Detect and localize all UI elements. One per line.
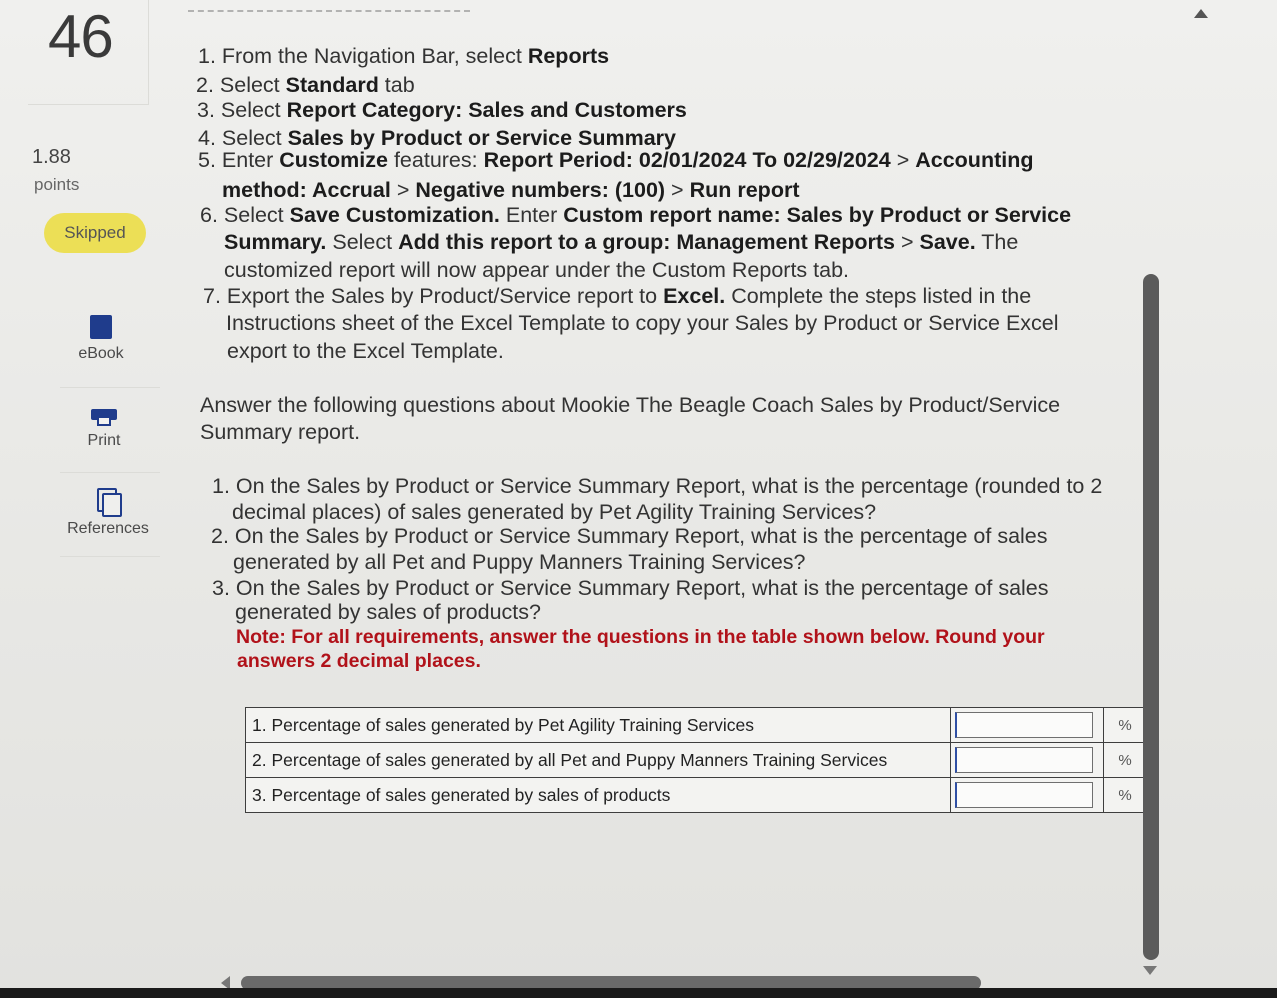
question-line: 2. On the Sales by Product or Service Summary Report, what is the percentage of sales [211,524,1048,548]
ebook-label: eBook [78,345,124,362]
question-line: 3. On the Sales by Product or Service Summary Report, what is the percentage of sales [212,576,1049,600]
rail-divider [60,387,160,388]
step-line: 1. From the Navigation Bar, select Reports [198,44,610,68]
step-line: 3. Select Report Category: Sales and Customers [197,98,687,122]
table-row [246,743,1147,778]
scroll-down-arrow-icon[interactable] [1143,966,1157,975]
bold-term: Reports [527,44,610,68]
answer-table [245,707,1147,813]
bold-term: Custom report name: Sales by Product or Service [563,203,1072,227]
points-label: points [34,175,80,194]
row-label: 1. Percentage of sales generated by Pet Agility Training Services [246,708,951,743]
question-number: 46 [48,3,113,70]
references-button[interactable] [62,488,154,538]
vertical-scrollbar-thumb[interactable] [1143,274,1159,960]
bold-term: Negative numbers: (100) [415,178,666,202]
bold-term: Accounting [915,148,1034,172]
bold-term: method: Accrual [222,178,391,202]
table-row [246,778,1147,813]
bold-term: Save Customization. [289,203,500,227]
printer-icon [91,404,117,426]
step-line: 2. Select Standard tab [196,73,415,97]
percent-unit: % [1104,743,1147,778]
step-line: method: Accrual > Negative numbers: (100) > Run report [222,178,800,202]
step-line: export to the Excel Template. [227,339,504,363]
bold-term: Sales by Product or Service Summary [287,126,677,150]
step-line: 6. Select Save Customization. Enter Custom report name: Sales by Product or Service [200,203,1072,227]
document-copy-icon [97,488,119,514]
answer-input-1[interactable] [955,712,1093,738]
percent-unit: % [1104,778,1147,813]
scroll-up-arrow-icon[interactable] [1194,9,1208,18]
step-line: 4. Select Sales by Product or Service Summary [198,126,677,150]
question-line: 1. On the Sales by Product or Service Summary Report, what is the percentage (rounded to 2 [212,474,1103,498]
rail-divider [60,556,160,557]
bold-term: Standard [285,73,379,97]
status-badge: Skipped [44,213,146,253]
step-line: Summary. Select Add this report to a group: Management Reports > Save. The [224,230,1019,254]
screen-bezel [0,988,1277,998]
note-text: answers 2 decimal places. [237,650,481,672]
row-label: 2. Percentage of sales generated by all Pet and Puppy Manners Training Services [246,743,951,778]
table-row [246,708,1147,743]
step-line: 5. Enter Customize features: Report Period: 02/01/2024 To 02/29/2024 > Accounting [198,148,1034,172]
step-line: customized report will now appear under the Custom Reports tab. [224,258,850,282]
step-line: Instructions sheet of the Excel Template to copy your Sales by Product or Service Excel [226,311,1059,335]
step-line: 7. Export the Sales by Product/Service report to Excel. Complete the steps listed in the [203,284,1032,308]
percent-unit: % [1104,708,1147,743]
answer-input-2[interactable] [955,747,1093,773]
rail-divider [60,472,160,473]
bold-term: Run report [689,178,800,202]
question-line: decimal places) of sales generated by Pet Agility Training Services? [232,500,877,524]
intro-text: Answer the following questions about Mookie The Beagle Coach Sales by Product/Service [200,393,1061,417]
book-icon [90,315,112,339]
row-label: 3. Percentage of sales generated by sales of products [246,778,951,813]
ebook-button[interactable] [72,315,130,363]
print-label: Print [87,432,121,449]
question-line: generated by sales of products? [235,600,541,624]
points-value: 1.88 [32,146,71,168]
bold-term: Save. [919,230,976,254]
print-button[interactable] [78,404,130,450]
bold-term: Add this report to a group: Management Reports [398,230,895,254]
bold-term: Excel. [663,284,726,308]
bold-term: Report Period: 02/01/2024 To 02/29/2024 [483,148,891,172]
intro-text: Summary report. [200,420,361,444]
bold-term: Report Category: Sales and Customers [286,98,687,122]
bold-term: Customize [279,148,388,172]
question-line: generated by all Pet and Puppy Manners Training Services? [233,550,806,574]
references-label: References [67,520,149,537]
note-text: Note: For all requirements, answer the questions in the table shown below. Round your [236,626,1045,648]
bold-term: Summary. [224,230,327,254]
top-divider [188,10,470,12]
answer-input-3[interactable] [955,782,1093,808]
